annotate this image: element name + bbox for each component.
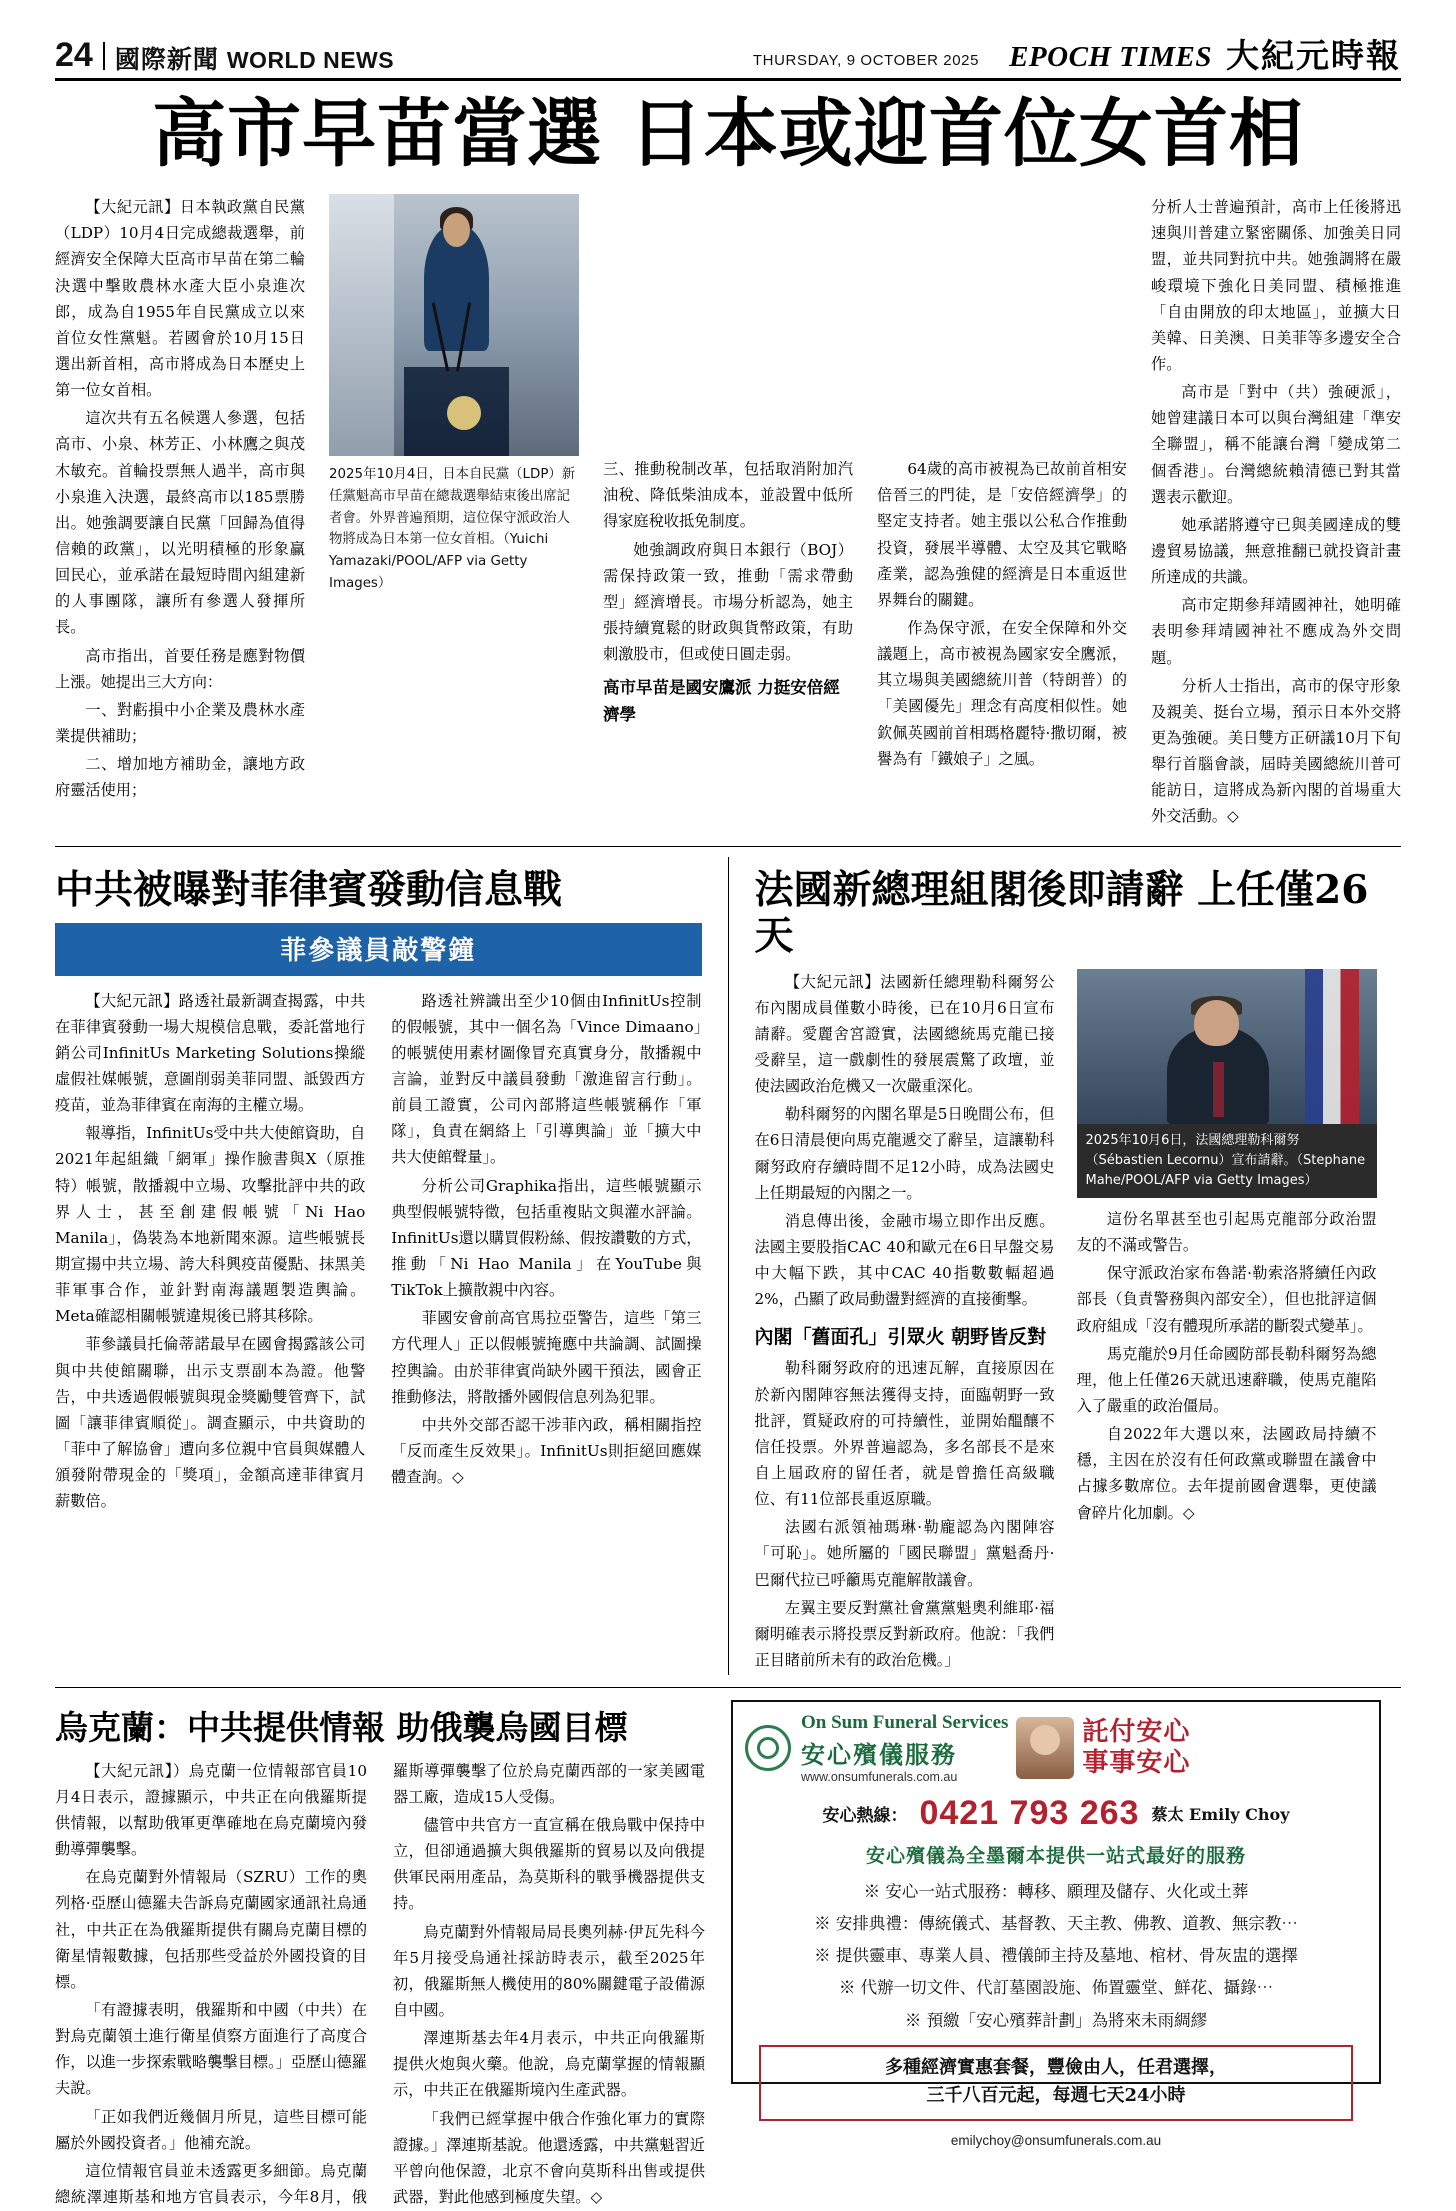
paragraph: 烏克蘭對外情報局局長奧列赫·伊瓦先科今年5月接受烏通社採訪時表示，截至2025年初，俄羅斯無人機使用的80%關鍵電子設備源自中國。 bbox=[393, 1922, 705, 2019]
article-banner: 菲參議員敲警鐘 bbox=[55, 923, 702, 976]
france-pm-photo bbox=[1077, 969, 1377, 1124]
lead-subheading: 高市早苗是國安鷹派 力挺安倍經濟學 bbox=[603, 678, 840, 724]
paragraph: 在烏克蘭對外情報局（SZRU）工作的奧列格·亞歷山德羅夫告訴烏克蘭國家通訊社烏通社，中共正在為俄羅斯提供有關烏克蘭目標的衛星情報數據，包括那些受益於外國投資的目標。 bbox=[55, 1868, 367, 1991]
ad-website[interactable]: www.onsumfunerals.com.au bbox=[801, 1769, 958, 1784]
column-photo-offset bbox=[603, 194, 853, 456]
ad-phone-number[interactable]: 0421 793 263 bbox=[919, 1793, 1140, 1832]
lead-column-4 bbox=[877, 194, 1127, 831]
article-subheading: 內閣「舊面孔」引眾火 朝野皆反對 bbox=[754, 1326, 1047, 1349]
column-photo-offset bbox=[877, 194, 1127, 456]
ad-service-item: ※ 安排典禮：傳統儀式、基督教、天主教、佛教、道教、無宗教⋯ bbox=[814, 1914, 1298, 1934]
paragraph: 菲國安會前高官馬拉亞警告，這些「第三方代理人」正以假帳號掩應中共論調、試圖操控輿論。由於菲律賓尚缺外國干預法，國會正推動修法，將散播外國假信息列為犯罪。 bbox=[391, 1309, 702, 1406]
lead-photo-caption: 2025年10月4日，日本自民黨（LDP）新任黨魁高市早苗在總裁選舉結束後出席記者會。外界普遍預期，這位保守派政治人物將成為日本第一位女首相。（Yuichi Yamazaki/POOL/AFP via Getty Images） bbox=[329, 467, 576, 591]
brand-name-en: EPOCH TIMES bbox=[1009, 41, 1212, 73]
ad-slogan-line-1: 託付安心 bbox=[1082, 1716, 1191, 1747]
france-pm-photo-caption: 2025年10月6日，法國總理勒科爾努（Sébastien Lecornu）宣布請辭。（Stephane Mahe/POOL/AFP via Getty Images） bbox=[1077, 1124, 1377, 1198]
paragraph: 【大紀元訊】法國新任總理勒科爾努公布內閣成員僅數小時後，已在10月6日宣布請辭。愛麗舍宮證實，法國總統馬克龍已接受辭呈，這一戲劇性的發展震驚了政壇，並使法國政治危機又一次嚴重深化。 bbox=[754, 972, 1055, 1096]
paragraph: 作為保守派，在安全保障和外交議題上，高市被視為國家安全鷹派，其立場與美國總統川普（特朗普）的「美國優先」理念有高度相似性。她欽佩英國前首相瑪格麗特·撒切爾，被譽為有「鐵娘子」之風。 bbox=[877, 619, 1127, 768]
page-number: 24 bbox=[55, 36, 93, 74]
paragraph: 二、增加地方補助金，讓地方政府靈活使用； bbox=[55, 755, 305, 800]
photo-person-tie bbox=[1213, 1062, 1224, 1118]
paragraph: 報導指，InfinitUs受中共大使館資助，自2021年起組織「網軍」操作臉書與X（原推特）帳號，散播親中立場、攻擊批評中共的政界人士，甚至創建假帳號「Ni Hao Manila」，偽裝為本地新聞來源。這些帳號長期宣揚中共立場、誇大科興疫苗優點、抹黑美菲軍事合作，並針對南海議題製造輿論。Meta確認相關帳號違規後已將其移除。 bbox=[55, 1124, 366, 1326]
paragraph: 「正如我們近幾個月所見，這些目標可能屬於外國投資者。」他補充說。 bbox=[55, 2107, 367, 2152]
company-logo-icon bbox=[745, 1725, 791, 1771]
article-headline: 烏克蘭：中共提供情報 助俄襲烏國目標 bbox=[55, 1708, 628, 1748]
paragraph: 分析公司Graphika指出，這些帳號顯示典型假帳號特徵，包括重複貼文與灌水評論。InfinitUs還以購買假粉絲、假按讚數的方式，推動「Ni Hao Manila」在YouTube與TikTok上擴散親中內容。 bbox=[391, 1176, 702, 1300]
ad-service-item: ※ 代辦一切文件、代訂墓園設施、佈置靈堂、鮮花、攝錄⋯ bbox=[838, 1978, 1274, 1998]
section-title-en: WORLD NEWS bbox=[226, 47, 395, 73]
paragraph: 「有證據表明，俄羅斯和中國（中共）在對烏克蘭領土進行衛星偵察方面進行了高度合作，以進一步探索戰略襲擊目標。」亞歷山德羅夫說。 bbox=[55, 2000, 367, 2098]
paragraph: 勒科爾努的內閣名單是5日晚間公布，但在6日清晨便向馬克龍遞交了辭呈，這讓勒科爾努政府存續時間不足12小時，成為法國史上任期最短的內閣之一。 bbox=[754, 1105, 1055, 1202]
lead-photo-wrapper bbox=[329, 194, 579, 594]
ad-price-box bbox=[759, 2045, 1353, 2121]
paragraph: 【大紀元訊】）烏克蘭一位情報部官員10月4日表示，證據顯示，中共正在向俄羅斯提供情報，以幫助俄軍更準確地在烏克蘭境內發動導彈襲擊。 bbox=[55, 1761, 367, 1859]
ad-price-line-1: 多種經濟實惠套餐，豐儉由人，任君選擇， bbox=[885, 2056, 1227, 2078]
lead-column-2 bbox=[329, 194, 579, 831]
paragraph: 菲參議員托倫蒂諾最早在國會揭露該公司與中共使館關聯，出示支票副本為證。他警告，中共透過假帳號與現金獎勵雙管齊下，試圖「讓菲律賓順從」。調查顯示，中共資助的「菲中了解協會」遭向多位親中官員與媒體人頒發附帶現金的「獎項」，金額高達菲律賓月薪數倍。 bbox=[55, 1335, 366, 1511]
brand-name-cn: 大紀元時報 bbox=[1226, 36, 1401, 75]
paragraph: 消息傳出後，金融市場立即作出反應。法國主要股指CAC 40和歐元在6日早盤交易中大幅下跌，其中CAC 40指數數輻超過2%，凸顯了政局動盪對經濟的直接衝擊。 bbox=[754, 1211, 1055, 1309]
ad-contact-row bbox=[733, 1788, 1379, 1839]
paragraph: 「我們已經掌握中俄合作強化軍力的實際證據。」澤連斯基說。他還透露，中共黨魁習近平曾向他保證，北京不會向莫斯科出售或提供武器，對此他感到極度失望。◇ bbox=[393, 2109, 705, 2206]
ad-price-line-2: 三千八百元起，每週七天24小時 bbox=[926, 2084, 1186, 2106]
article-headline: 法國新總理組閣後即請辭 上任僅26天 bbox=[754, 866, 1369, 959]
ad-header bbox=[733, 1702, 1379, 1788]
article-top-block bbox=[755, 969, 1402, 1676]
funeral-service-ad[interactable] bbox=[731, 1700, 1381, 2148]
paragraph: 【大紀元訊】日本執政黨自民黨（LDP）10月4日完成總裁選舉，前經濟安全保障大臣高市早苗在第二輪決選中擊敗農林水產大臣小泉進次郎，成為自1955年自民黨成立以來首位女性黨魁。若國會於10月15日選出新首相，高市將成為日本歷史上第一位女首相。 bbox=[55, 198, 305, 400]
article-body bbox=[55, 988, 702, 1515]
paragraph: 64歲的高市被視為已故前首相安倍晉三的門徒，是「安倍經濟學」的堅定支持者。她主張以公私合作推動投資，發展半導體、太空及其它戰略產業，認為強健的經濟是日本重返世界舞台的關鍵。 bbox=[877, 460, 1127, 609]
photo-flag-backdrop bbox=[329, 194, 394, 456]
paragraph: 這位情報官員並未透露更多細節。烏克蘭總統澤連斯基和地方官員表示，今年8月，俄羅斯導彈襲擊了位於烏克蘭西部的一家美國電器工廠，造成15人受傷。 bbox=[55, 1761, 705, 2206]
paragraph: 高市定期參拜靖國神社，她明確表明參拜靖國神社不應成為外交問題。 bbox=[1151, 596, 1401, 667]
paragraph: 法國右派領袖瑪琳·勒龐認為內閣陣容「可恥」。她所屬的「國民聯盟」黨魁喬丹·巴爾代拉已呼籲馬克龍解散議會。 bbox=[754, 1518, 1055, 1589]
masthead bbox=[55, 0, 1401, 78]
article-france-pm bbox=[755, 857, 1402, 1676]
paragraph: 中共外交部否認干涉菲內政，稱相關指控「反而產生反效果」。InfinitUs則拒絕回應媒體查詢。◇ bbox=[391, 1415, 702, 1487]
paragraph: 儘管中共官方一直宣稱在俄烏戰中保持中立，但卻通過擴大與俄羅斯的貿易以及向俄提供軍民兩用產品，為莫斯科的戰爭機器提供支持。 bbox=[393, 1815, 705, 1913]
ad-slogan-line-2: 事事安心 bbox=[1082, 1747, 1191, 1778]
paragraph: 保守派政治家布魯諾·勒索洛將續任內政部長（負責警務與內部安全），但也批評這個政府組成「沒有體現所承諾的斷裂式變革」。 bbox=[1076, 1264, 1377, 1335]
lead-headline: 高市早苗當選 日本或迎首位女首相 bbox=[152, 91, 1304, 177]
article-text-column bbox=[755, 969, 1055, 1676]
paragraph: 一、對虧損中小企業及農林水產業提供補助； bbox=[55, 700, 305, 745]
photo-person-face bbox=[1194, 1000, 1239, 1047]
ad-contact-name: 蔡太 Emily Choy bbox=[1151, 1804, 1290, 1824]
lead-column-3 bbox=[603, 194, 853, 831]
paragraph: 分析人士指出，高市的保守形象及親美、挺台立場，預示日本外交將更為強硬。美日雙方正研議10月下旬舉行首腦會談，屆時美國總統川普可能訪日，這將成為新內閣的首場重大外交活動。◇ bbox=[1151, 676, 1401, 826]
paragraph: 分析人士普遍預計，高市上任後將迅速與川普建立緊密關係、加強美日同盟，並共同對抗中共。她強調將在嚴峻環境下強化日美同盟、積極推進「自由開放的印太地區」，並擴大日美韓、日美澳、日美菲等多邊安全合作。 bbox=[1151, 198, 1401, 374]
dateline: THURSDAY, 9 OCTOBER 2025 bbox=[752, 52, 980, 69]
article-headline: 中共被曝對菲律賓發動信息戰 bbox=[55, 866, 563, 913]
paragraph: 自2022年大選以來，法國政局持續不穩，主因在於沒有任何政黨或聯盟在議會中占據多數席位。去年提前國會選舉，更使議會碎片化加劇。◇ bbox=[1076, 1425, 1377, 1522]
paragraph: 澤連斯基去年4月表示，中共正向俄羅斯提供火炮與火藥。他說，烏克蘭掌握的情報顯示，中共正在俄羅斯境內生產武器。 bbox=[393, 2029, 705, 2100]
podium-emblem-icon bbox=[447, 396, 481, 430]
bottom-section bbox=[55, 1688, 1401, 2211]
lead-column-5 bbox=[1151, 194, 1401, 831]
paragraph: 高市指出，首要任務是應對物價上漲。她提出三大方向： bbox=[55, 646, 305, 691]
paragraph: 這次共有五名候選人參選，包括高市、小泉、林芳正、小林鷹之與茂木敏充。首輪投票無人過半，高市與小泉進入決選，最終高市以185票勝出。她強調要讓自民黨「回歸為值得信賴的政黨」，以光明積極的形象贏回民心，並承諾在最短時間內組建新的人事團隊，讓所有參選人發揮所長。 bbox=[55, 409, 305, 637]
article-body bbox=[55, 1758, 705, 2211]
article-ukraine bbox=[55, 1700, 705, 2211]
ad-service-item: ※ 提供靈車、專業人員、禮儀師主持及墓地、棺材、骨灰盅的選擇 bbox=[814, 1946, 1298, 1966]
paragraph: 她承諾將遵守已與美國達成的雙邊貿易協議，無意推翻已就投資計畫所達成的共識。 bbox=[1151, 515, 1401, 587]
advertisement bbox=[731, 1700, 1381, 2211]
lead-article bbox=[55, 184, 1401, 831]
paragraph: 高市是「對中（共）強硬派」，她曾建議日本可以與台灣組建「準安全聯盟」，稱不能讓台灣「變成第二個香港」。台灣總統賴清德已對其當選表示歡迎。 bbox=[1151, 383, 1401, 506]
ad-tagline: 安心殯儀為全墨爾本提供一站式最好的服務 bbox=[865, 1844, 1246, 1867]
paragraph: 【大紀元訊】路透社最新調查揭露，中共在菲律賓發動一場大規模信息戰，委託當地行銷公司InfinitUs Marketing Solutions操縱虛假社媒帳號，意圖削弱美菲同盟、詆毀西方疫苗，並為菲律賓在南海的主權立場。 bbox=[55, 991, 366, 1115]
ad-company-name-en: On Sum Funeral Services bbox=[801, 1712, 1009, 1734]
article-china-philippines bbox=[55, 857, 702, 1676]
ad-company-name-cn: 安心殯儀服務 bbox=[801, 1739, 957, 1769]
ad-service-list bbox=[733, 1876, 1379, 2037]
article-photo-column bbox=[1077, 969, 1377, 1676]
section-title-cn: 國際新聞 bbox=[114, 45, 219, 74]
ad-agent-photo bbox=[1016, 1717, 1074, 1779]
paragraph: 路透社辨識出至少10個由InfinitUs控制的假帳號，其中一個名為「Vince Dimaano」的帳號使用素材圖像冒充真實身分，散播親中言論，並對反中議員發動「激進留言行動」。前員工證實，公司內部將這些帳號稱作「軍隊」，負責在網絡上「引導輿論」並「擴大中共大使館聲量」。 bbox=[391, 991, 702, 1167]
french-flag-icon bbox=[1305, 969, 1359, 1124]
photo-speaker-head bbox=[443, 213, 471, 247]
ad-service-item: ※ 預繳「安心殯葬計劃」為將來未雨綢繆 bbox=[904, 2010, 1208, 2030]
ad-hotline-label: 安心熱線： bbox=[822, 1805, 908, 1826]
ad-company-block bbox=[801, 1712, 1008, 1784]
lead-photo bbox=[329, 194, 579, 456]
paragraph: 這份名單甚至也引起馬克龍部分政治盟友的不滿或警告。 bbox=[1076, 1210, 1377, 1255]
paragraph: 她強調政府與日本銀行（BOJ）需保持政策一致，推動「需求帶動型」經濟增長。市場分析認為，她主張持續寬鬆的財政與貨幣政策，有助刺激股市，但或使日圓走弱。 bbox=[603, 540, 853, 664]
ad-service-item: ※ 安心一站式服務：轉移、願理及儲存、火化或土葬 bbox=[863, 1881, 1249, 1901]
paragraph: 勒科爾努政府的迅速瓦解，直接原因在於新內閣陣容無法獲得支持，面臨朝野一致批評，質疑政府的可持續性，並開始醞釀不信任投票。外界普遍認為，多名部長不是來自上屆政府的留任者，就是曾擔任高級職位、有11位部長重返原職。 bbox=[754, 1359, 1055, 1509]
paragraph: 三、推動稅制改革，包括取消附加汽油稅、降低柴油成本，並設置中低所得家庭稅收抵免制度。 bbox=[603, 460, 853, 531]
column-divider bbox=[728, 857, 729, 1676]
paragraph: 左翼主要反對黨社會黨黨魁奧利維耶·福爾明確表示將投票反對新政府。他說：「我們正目睹前所未有的政治危機。」 bbox=[754, 1598, 1055, 1669]
paragraph: 馬克龍於9月任命國防部長勒科爾努為總理，他上任僅26天就迅速辭職，使馬克龍陷入了嚴重的政治僵局。 bbox=[1076, 1344, 1377, 1415]
ad-slogan-block bbox=[1082, 1717, 1190, 1779]
ad-email[interactable]: emilychoy@onsumfunerals.com.au bbox=[950, 2132, 1162, 2148]
lead-column-1 bbox=[55, 194, 305, 831]
mid-section bbox=[55, 847, 1401, 1676]
masthead-divider bbox=[103, 42, 105, 70]
